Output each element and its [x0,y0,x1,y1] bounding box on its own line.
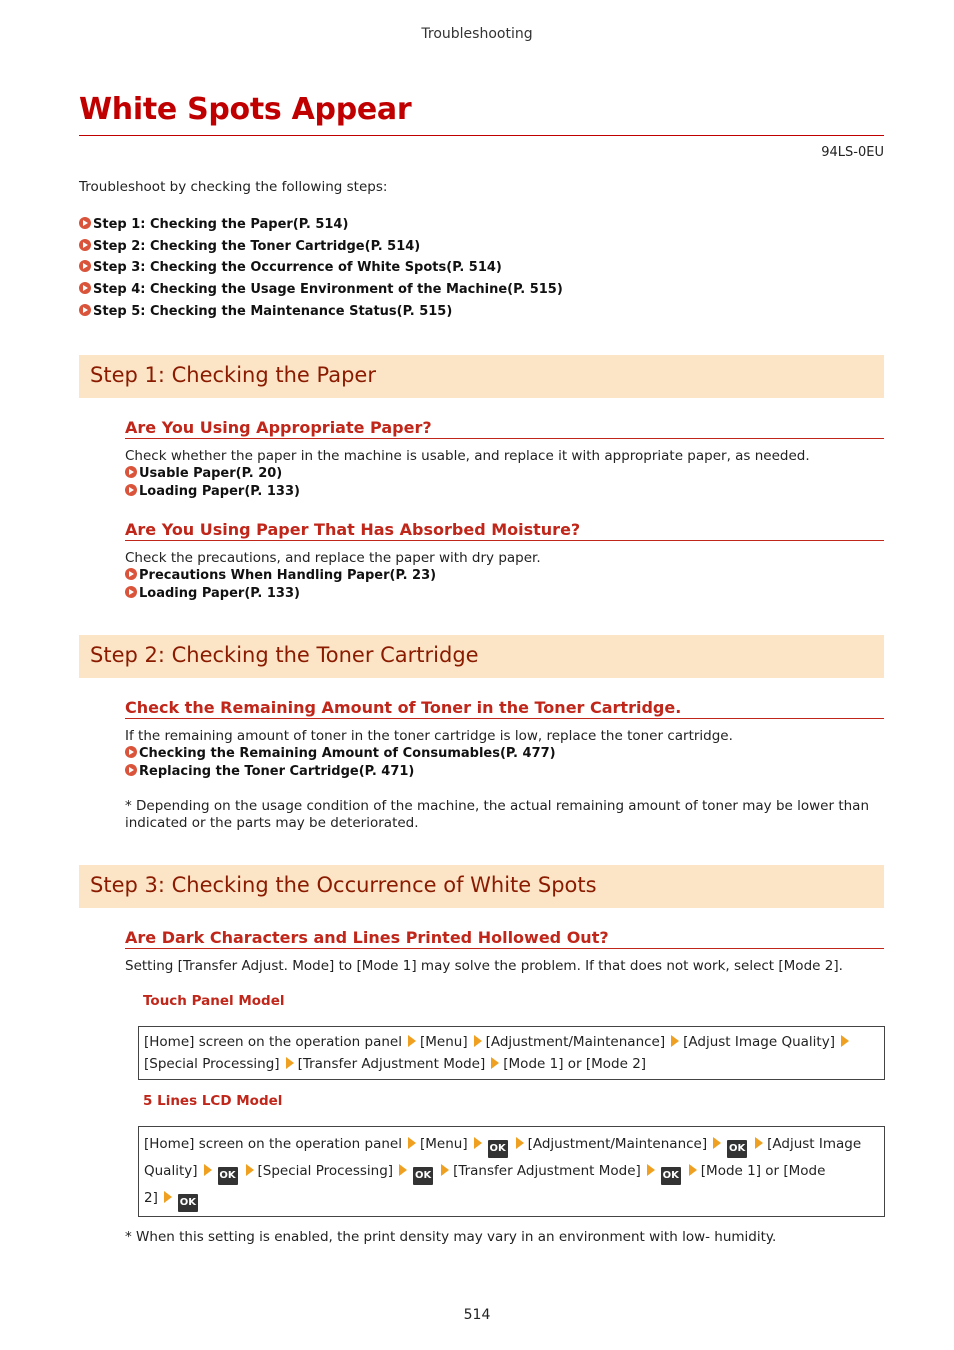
ok-key-icon: OK [488,1140,508,1158]
running-header: Troubleshooting [421,26,533,42]
step-link-4[interactable]: Step 4: Checking the Usage Environment of the Machine(P. 515) [79,280,563,302]
page-number: 514 [463,1307,491,1323]
ok-key-icon: OK [413,1167,433,1185]
arrow-right-icon [204,1164,212,1176]
arrow-right-icon [671,1035,679,1047]
link-usable-paper[interactable]: Usable Paper(P. 20) [125,465,810,483]
body-text: Check the precautions, and replace the paper with dry paper. Precautions When Handling Paper(P. 23) Loading Paper(P. 133) [125,550,541,601]
step-link-5[interactable]: Step 5: Checking the Maintenance Status(P. 515) [79,302,563,324]
arrow-right-icon [246,1164,254,1176]
arrow-circle-icon [79,304,91,316]
section-heading: Step 2: Checking the Toner Cartridge [90,643,479,667]
arrow-right-icon [286,1057,294,1069]
subheading: Are Dark Characters and Lines Printed Hollowed Out? [125,928,884,949]
section-band-step3 [79,865,884,908]
section-heading: Step 3: Checking the Occurrence of White Spots [90,873,597,897]
arrow-circle-icon [125,746,137,758]
body-text: Setting [Transfer Adjust. Mode] to [Mode 1] may solve the problem. If that does not work, select [Mode 2]. [125,958,843,974]
arrow-right-icon [408,1035,416,1047]
arrow-circle-icon [125,466,137,478]
step-link-1[interactable]: Step 1: Checking the Paper(P. 514) [79,215,563,237]
arrow-right-icon [491,1057,499,1069]
arrow-right-icon [516,1137,524,1149]
arrow-right-icon [474,1137,482,1149]
step-link-list [79,215,563,323]
arrow-circle-icon [125,586,137,598]
ok-key-icon: OK [727,1140,747,1158]
section-heading: Step 1: Checking the Paper [90,363,376,387]
arrow-right-icon [755,1137,763,1149]
model-label-touch: Touch Panel Model [143,993,285,1009]
subheading: Are You Using Appropriate Paper? [125,418,884,439]
arrow-right-icon [713,1137,721,1149]
arrow-circle-icon [125,764,137,776]
link-replacing-toner[interactable]: Replacing the Toner Cartridge(P. 471) [125,763,733,781]
page-title: White Spots Appear [79,92,412,127]
arrow-circle-icon [79,282,91,294]
ok-key-icon: OK [178,1194,198,1212]
ok-key-icon: OK [661,1167,681,1185]
arrow-right-icon [399,1164,407,1176]
arrow-right-icon [474,1035,482,1047]
step-link-2[interactable]: Step 2: Checking the Toner Cartridge(P. 514) [79,237,563,259]
note-text: * When this setting is enabled, the print density may vary in an environment with low- humidity. [125,1229,777,1245]
section-band-step2 [79,635,884,678]
arrow-right-icon [689,1164,697,1176]
document-id: 94LS-0EU [821,145,884,160]
body-text: If the remaining amount of toner in the toner cartridge is low, replace the toner cartridge. Checking the Remaining Amount of Consumables(P. 477) Replacing the Toner Cartridge(P. 471) [125,728,733,779]
subheading: Check the Remaining Amount of Toner in the Toner Cartridge. [125,698,884,719]
step-link-3[interactable]: Step 3: Checking the Occurrence of White Spots(P. 514) [79,258,563,280]
arrow-right-icon [408,1137,416,1149]
arrow-right-icon [164,1191,172,1203]
lcd-path-box: [Home] screen on the operation panel [Menu] OK [Adjustment/Maintenance] OK [Adjust Image Quality] OK [Special Processing] OK [Transfer Adjustment Mode] OK [Mode 1] or [Mode 2] OK [138,1126,885,1217]
intro-text: Troubleshoot by checking the following steps: [79,179,388,195]
arrow-circle-icon [125,484,137,496]
model-label-lcd: 5 Lines LCD Model [143,1093,283,1109]
note-text: * Depending on the usage condition of the machine, the actual remaining amount of toner may be lower than indicated or the parts may be deteriorated. [125,798,869,831]
subheading: Are You Using Paper That Has Absorbed Moisture? [125,520,884,541]
arrow-circle-icon [79,217,91,229]
arrow-right-icon [841,1035,849,1047]
link-checking-consumables[interactable]: Checking the Remaining Amount of Consumables(P. 477) [125,745,733,763]
body-text: Check whether the paper in the machine is usable, and replace it with appropriate paper, as needed. Usable Paper(P. 20) Loading Paper(P. 133) [125,448,810,499]
title-divider [79,135,884,136]
link-precautions-paper[interactable]: Precautions When Handling Paper(P. 23) [125,567,541,585]
link-loading-paper[interactable]: Loading Paper(P. 133) [125,585,541,603]
arrow-right-icon [441,1164,449,1176]
arrow-circle-icon [125,568,137,580]
arrow-right-icon [647,1164,655,1176]
ok-key-icon: OK [218,1167,238,1185]
link-loading-paper[interactable]: Loading Paper(P. 133) [125,483,810,501]
arrow-circle-icon [79,239,91,251]
section-band-step1 [79,355,884,398]
touch-panel-path-box: [Home] screen on the operation panel [Menu] [Adjustment/Maintenance] [Adjust Image Quality] [Special Processing] [Transfer Adjustment Mode] [Mode 1] or [Mode 2] [138,1026,885,1080]
arrow-circle-icon [79,260,91,272]
